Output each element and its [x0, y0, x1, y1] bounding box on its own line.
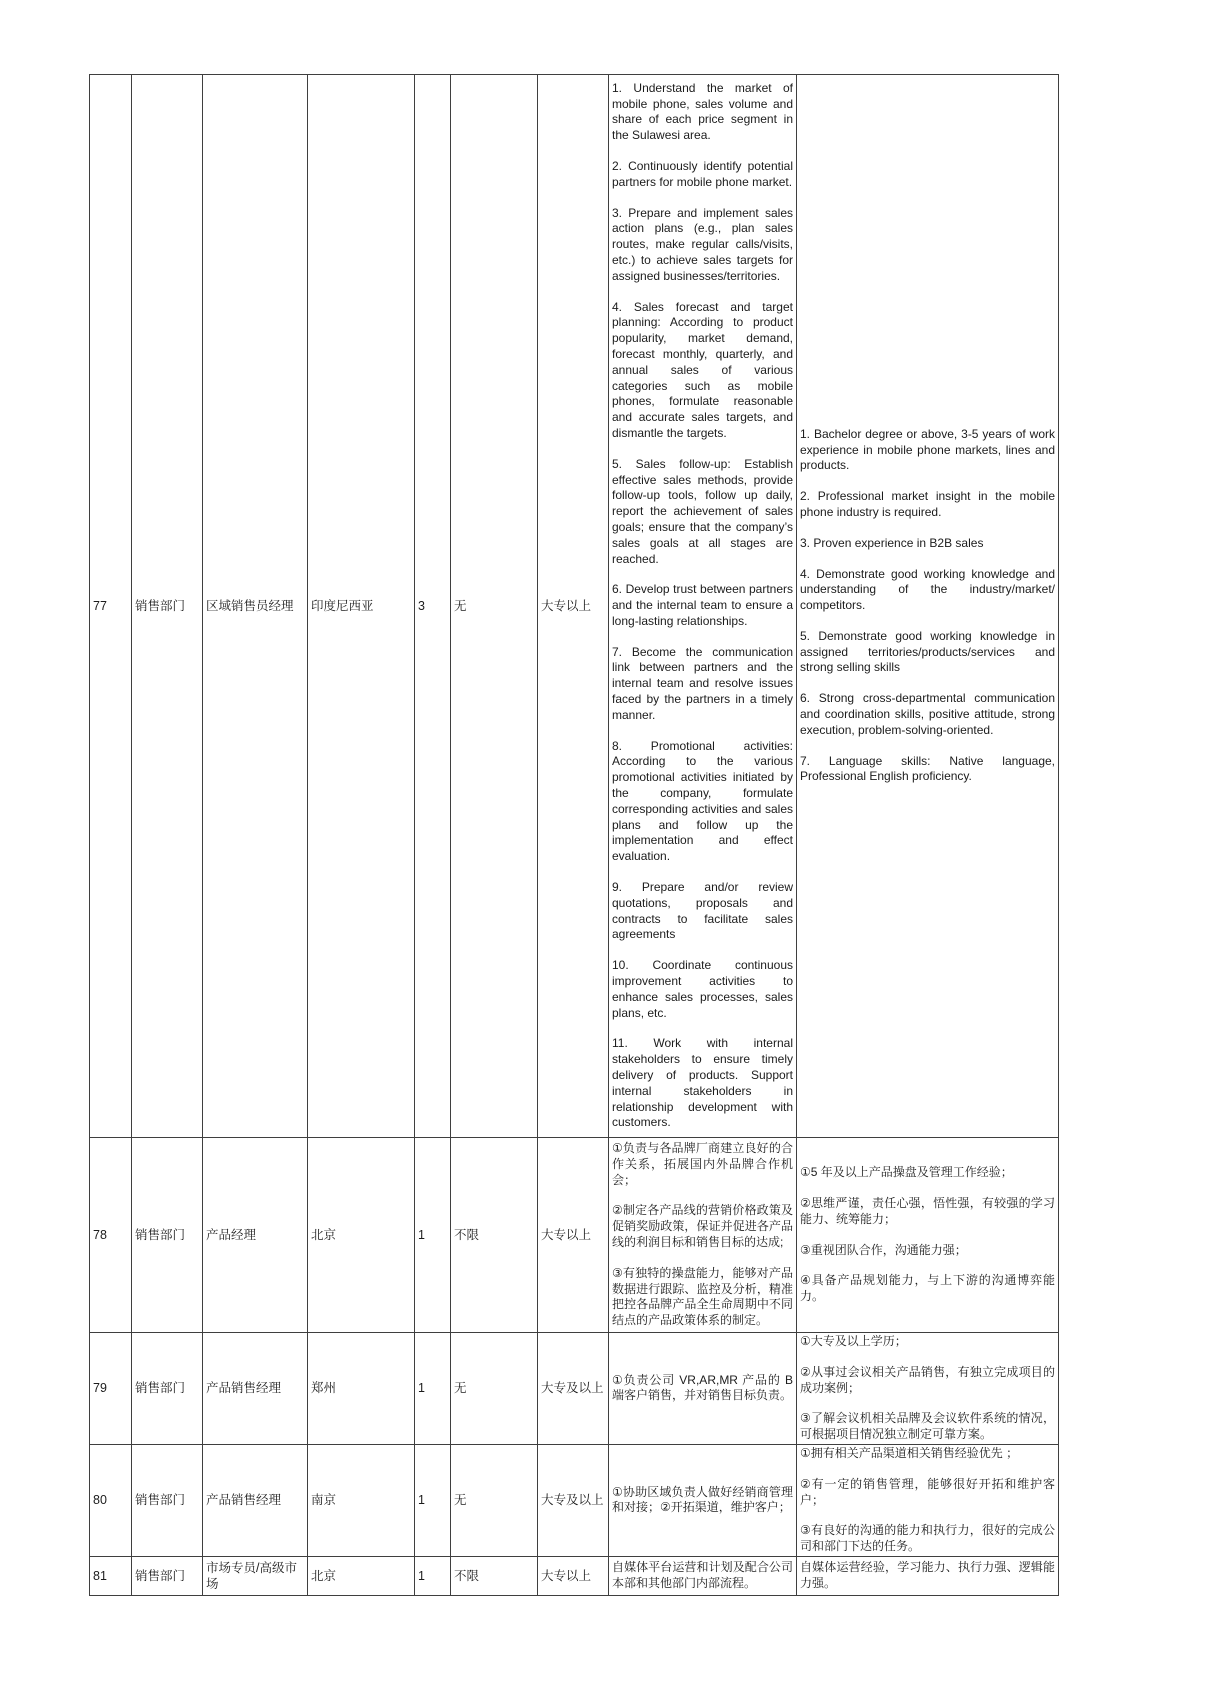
cell-department: 销售部门 — [132, 1138, 203, 1333]
cell-duties — [609, 1444, 797, 1556]
cell-headcount: 1 — [415, 1444, 451, 1556]
cell-location: 北京 — [308, 1556, 415, 1595]
paragraph: ②从事过会议相关产品销售，有独立完成项目的成功案例； — [800, 1364, 1055, 1395]
table-row — [90, 1556, 1059, 1595]
paragraph: ①协助区域负责人做好经销商管理和对接；②开拓渠道，维护客户； — [612, 1484, 793, 1515]
cell-experience: 无 — [451, 1333, 538, 1445]
cell-headcount: 1 — [415, 1556, 451, 1595]
cell-department: 销售部门 — [132, 1444, 203, 1556]
cell-department: 销售部门 — [132, 1556, 203, 1595]
paragraph: 自媒体运营经验，学习能力、执行力强、逻辑能力强。 — [800, 1560, 1055, 1590]
cell-duties — [609, 75, 797, 1138]
cell-id: 77 — [90, 75, 132, 1138]
paragraph: ②思维严谨，责任心强，悟性强，有较强的学习能力、统筹能力； — [800, 1195, 1055, 1226]
cell-duties — [609, 1556, 797, 1595]
cell-experience: 无 — [451, 75, 538, 1138]
paragraph: ②有一定的销售管理，能够很好开拓和维护客户； — [800, 1476, 1055, 1507]
table-row — [90, 1333, 1059, 1445]
table-row — [90, 1138, 1059, 1333]
paragraph: ①负责公司 VR,AR,MR 产品的 B 端客户销售，并对销售目标负责。 — [612, 1372, 793, 1403]
paragraph: 10. Coordinate continuous improvement activities to enhance sales processes, sales plans, etc. — [612, 958, 793, 1020]
paragraph: 7. Become the communication link between partners and the internal team and resolve issues faced by the partners in a timely manner. — [612, 644, 793, 722]
paragraph: 4. Sales forecast and target planning: According to product popularity, market demand, forecast monthly, quarterly, and annual sales of various categories such as mobile phones, formulate reasonable and accurate sales targets, and dismantle the targets. — [612, 299, 793, 440]
cell-duties — [609, 1333, 797, 1445]
cell-requirements — [797, 75, 1059, 1138]
job-listings-table — [89, 74, 1059, 1596]
paragraph: 1. Understand the market of mobile phone, sales volume and share of each price segment in the Sulawesi area. — [612, 80, 793, 143]
cell-location: 南京 — [308, 1444, 415, 1556]
cell-id: 78 — [90, 1138, 132, 1333]
cell-duties — [609, 1138, 797, 1333]
paragraph: 8. Promotional activities: According to the various promotional activities initiated by the company, formulate corresponding activities and sales plans and follow up the implementation and effect evaluation. — [612, 738, 793, 864]
paragraph: 6. Strong cross-departmental communication and coordination skills, positive attitude, strong execution, problem-solving-oriented. — [800, 691, 1055, 737]
cell-requirements — [797, 1138, 1059, 1333]
paragraph: ③有独特的操盘能力，能够对产品数据进行跟踪、监控及分析，精准把控各品牌产品全生命周期中不同结点的产品政策体系的制定。 — [612, 1265, 793, 1328]
paragraph: ④具备产品规划能力，与上下游的沟通博弈能力。 — [800, 1273, 1055, 1304]
cell-position: 市场专员/高级市场 — [203, 1556, 308, 1595]
cell-experience: 不限 — [451, 1556, 538, 1595]
paragraph: ③有良好的沟通的能力和执行力，很好的完成公司和部门下达的任务。 — [800, 1523, 1055, 1554]
paragraph: 3. Proven experience in B2B sales — [800, 535, 984, 550]
cell-department: 销售部门 — [132, 75, 203, 1138]
cell-education: 大专以上 — [538, 1138, 609, 1333]
cell-department: 销售部门 — [132, 1333, 203, 1445]
cell-experience: 不限 — [451, 1138, 538, 1333]
paragraph: 11. Work with internal stakeholders to ensure timely delivery of products. Support internal stakeholders in relationship development with customers. — [612, 1036, 793, 1130]
cell-education: 大专以上 — [538, 1556, 609, 1595]
cell-position: 产品经理 — [203, 1138, 308, 1333]
cell-education: 大专以上 — [538, 75, 609, 1138]
cell-id: 79 — [90, 1333, 132, 1445]
paragraph: ③重视团队合作，沟通能力强； — [800, 1242, 967, 1257]
cell-location: 郑州 — [308, 1333, 415, 1445]
paragraph: 2. Professional market insight in the mobile phone industry is required. — [800, 489, 1055, 519]
paragraph: 3. Prepare and implement sales action plans (e.g., plan sales routes, make regular calls/visits, etc.) to achieve sales targets for assigned businesses/territories. — [612, 205, 793, 283]
cell-location: 北京 — [308, 1138, 415, 1333]
paragraph: 2. Continuously identify potential partners for mobile phone market. — [612, 158, 793, 189]
paragraph: 自媒体平台运营和计划及配合公司本部和其他部门内部流程。 — [612, 1560, 793, 1590]
paragraph: 7. Language skills: Native language, Professional English proficiency. — [800, 753, 1055, 784]
cell-requirements — [797, 1444, 1059, 1556]
paragraph: ①大专及以上学历； — [800, 1334, 907, 1348]
paragraph: 5. Sales follow-up: Establish effective sales methods, provide follow-up tools, follow up daily, report the achievement of sales goals; ensure that the company’s sales goals at all stages are reached. — [612, 456, 793, 566]
paragraph: ②制定各产品线的营销价格政策及促销奖励政策，保证并促进各产品线的利润目标和销售目标的达成; — [612, 1203, 793, 1249]
table-row — [90, 1444, 1059, 1556]
paragraph: ③了解会议机相关品牌及会议软件系统的情况，可根据项目情况独立制定可靠方案。 — [800, 1411, 1055, 1442]
cell-headcount: 3 — [415, 75, 451, 1138]
cell-experience: 无 — [451, 1444, 538, 1556]
cell-id: 80 — [90, 1444, 132, 1556]
paragraph: 1. Bachelor degree or above, 3-5 years of work experience in mobile phone markets, lines and products. — [800, 426, 1055, 473]
paragraph: ①5 年及以上产品操盘及管理工作经验； — [800, 1165, 1013, 1180]
cell-headcount: 1 — [415, 1138, 451, 1333]
cell-position: 产品销售经理 — [203, 1444, 308, 1556]
paragraph: 4. Demonstrate good working knowledge and understanding of the industry/market/ competitors. — [800, 566, 1055, 613]
cell-position: 区域销售员经理 — [203, 75, 308, 1138]
paragraph: 9. Prepare and/or review quotations, proposals and contracts to facilitate sales agreements — [612, 880, 793, 942]
table-row — [90, 75, 1059, 1138]
cell-education: 大专及以上 — [538, 1444, 609, 1556]
cell-headcount: 1 — [415, 1333, 451, 1445]
cell-id: 81 — [90, 1556, 132, 1595]
cell-education: 大专及以上 — [538, 1333, 609, 1445]
cell-position: 产品销售经理 — [203, 1333, 308, 1445]
paragraph: ①拥有相关产品渠道相关销售经验优先 ； — [800, 1445, 1019, 1460]
paragraph: 5. Demonstrate good working knowledge in assigned territories/products/services and strong selling skills — [800, 628, 1055, 675]
paragraph: 6. Develop trust between partners and the internal team to ensure a long-lasting relationships. — [612, 582, 793, 628]
cell-requirements — [797, 1333, 1059, 1445]
paragraph: ①负责与各品牌厂商建立良好的合作关系，拓展国内外品牌合作机会； — [612, 1141, 793, 1187]
cell-requirements — [797, 1556, 1059, 1595]
cell-location: 印度尼西亚 — [308, 75, 415, 1138]
